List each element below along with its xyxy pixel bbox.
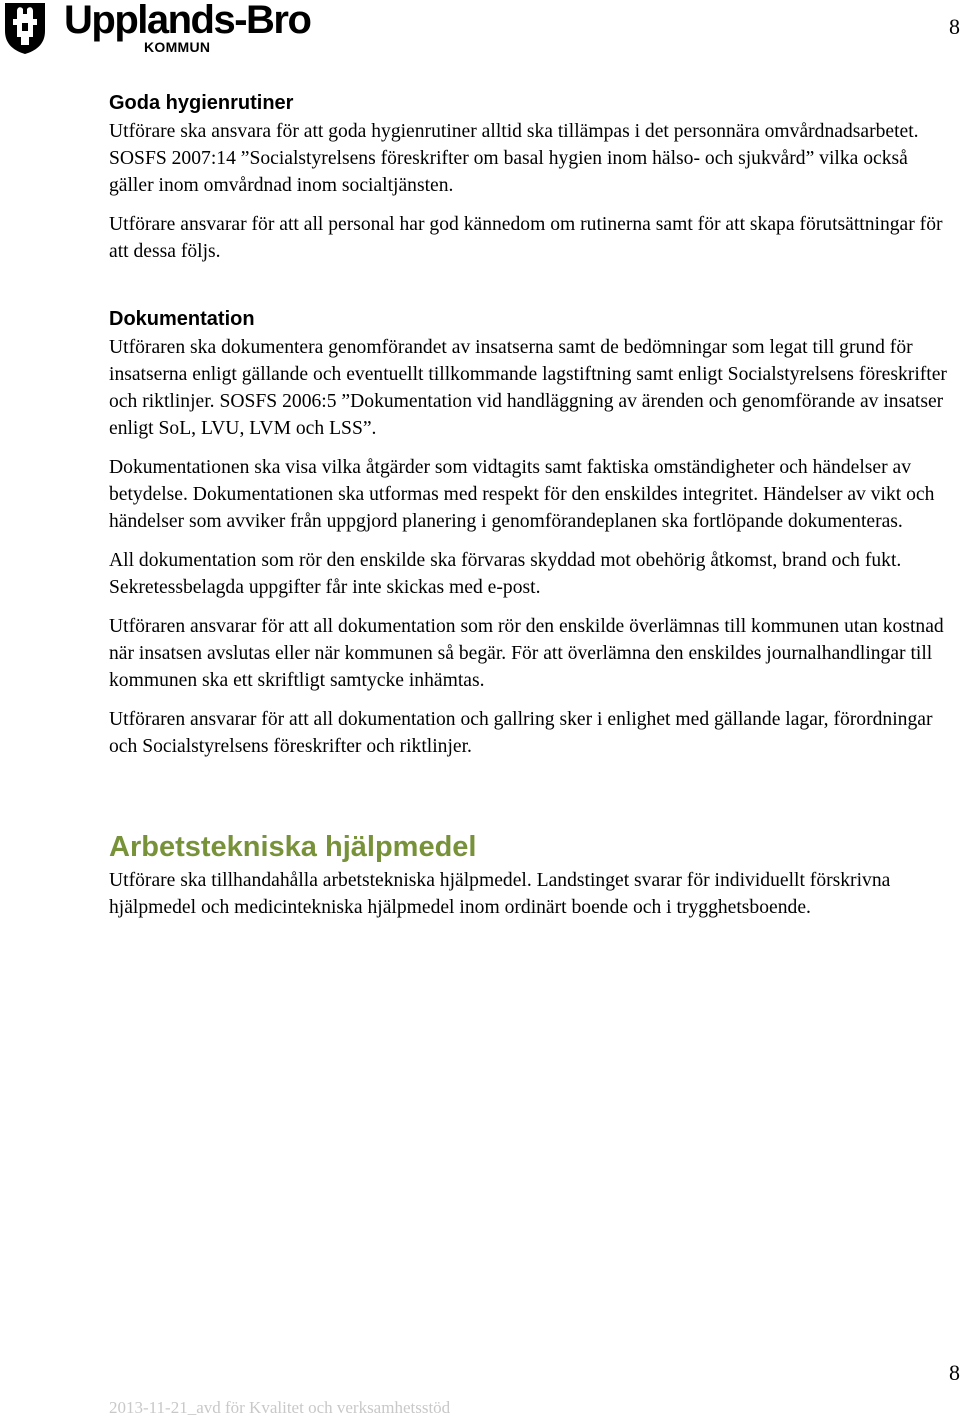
logo-wordmark: Upplands-Bro [64,0,311,42]
section-arbetstekniska-hjalpmedel [109,829,954,921]
paragraph: Utförare ska tillhandahålla arbetstekniska hjälpmedel. Landstinget svarar för individuellt förskrivna hjälpmedel och medicintekniska hjälpmedel inom ordinärt boende och i trygghetsboende. [109,870,891,918]
paragraph: All dokumentation som rör den enskilde ska förvaras skyddad mot obehörig åtkomst, brand och fukt. Sekretessbelagda uppgifter får inte skickas med e-post. [109,550,902,598]
section-heading: Goda hygienrutiner [109,92,294,114]
paragraph: Dokumentationen ska visa vilka åtgärder som vidtagits samt faktiska omständigheter och händelser av betydelse. Dokumentationen ska utformas med respekt för den enskildes integritet. Händelser av vikt och händelser som avviker från uppgjord planering i genomförandeplanen ska fortlöpande dokumenteras. [109,457,935,532]
paragraph: Utföraren ansvarar för att all dokumentation som rör den enskilde överlämnas till kommunen utan kostnad när insatsen avslutas eller när kommunen så begär. För att överlämna den enskildes journalhandlingar till kommunen ska ett skriftligt samtycke inhämtas. [109,616,944,691]
paragraph: Utförare ansvarar för att all personal har god kännedom om rutinerna samt för att skapa förutsättningar för att dessa följs. [109,214,943,262]
document-body [109,90,954,933]
page-number-top: 8 [949,14,960,39]
municipality-logo [0,0,330,58]
paragraph: Utföraren ansvarar för att all dokumentation och gallring sker i enlighet med gällande lagar, förordningar och Socialstyrelsens föreskrifter och riktlinjer. [109,709,933,757]
logo-subtitle: KOMMUN [144,39,211,55]
section-hygienrutiner [109,90,954,265]
paragraph: Utföraren ska dokumentera genomförandet av insatserna samt de bedömningar som legat till grund för insatserna enligt gällande och eventuellt tillkommande lagstiftning samt enligt Socialstyrelsens föreskrifter och riktlinjer. SOSFS 2006:5 ”Dokumentation vid handläggning av ärenden och genomförande av insatser enligt SoL, LVU, LVM och LSS”. [109,337,947,439]
section-heading: Dokumentation [109,308,255,330]
chapter-heading: Arbetstekniska hjälpmedel [109,831,477,863]
paragraph: Utförare ska ansvara för att goda hygienrutiner alltid ska tillämpas i det personnära omvårdnadsarbetet. SOSFS 2007:14 ”Socialstyrelsens föreskrifter om basal hygien inom hälso- och sjukvård” vilka också gäller inom omvårdnad inom socialtjänsten. [109,121,919,196]
footer-text: 2013-11-21_avd för Kvalitet och verksamhetsstöd [109,1398,451,1417]
coat-of-arms-icon [2,1,48,55]
page-number-bottom: 8 [949,1360,960,1385]
section-dokumentation [109,306,954,760]
